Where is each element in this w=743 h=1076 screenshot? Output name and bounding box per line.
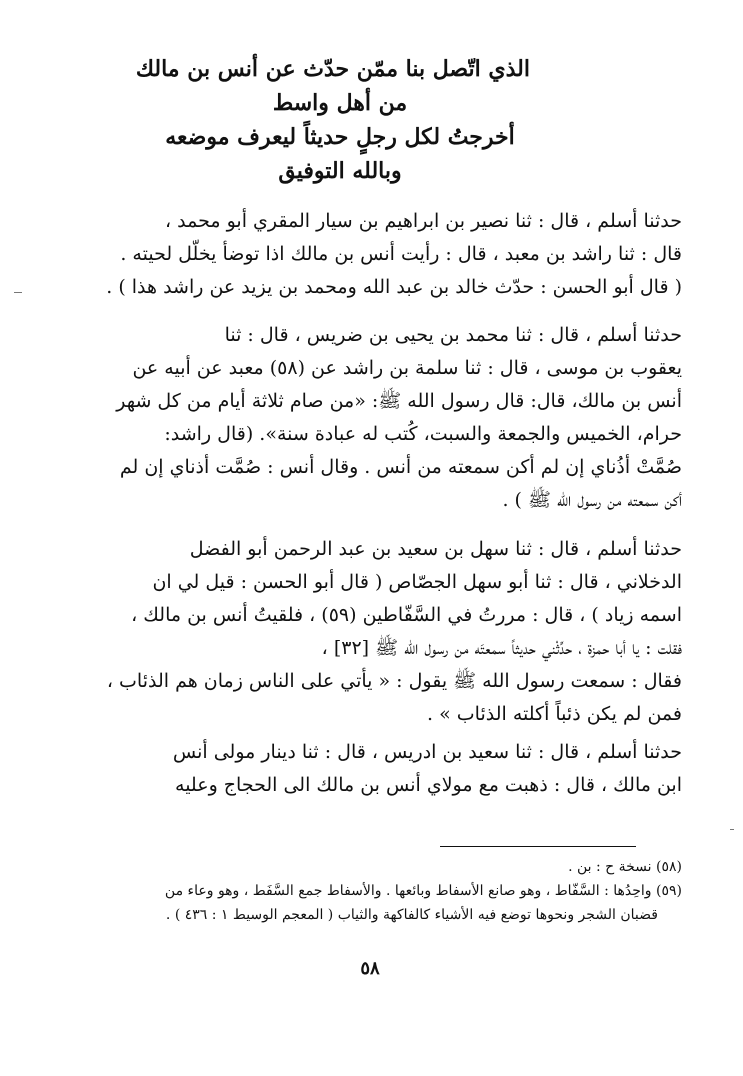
heading-line: أخرجتُ لكل رجلٍ حديثاً ليعرف موضعه [165,124,515,150]
text-line: اسمه زياد ) ، قال : مررتُ في السَّفّاطين (٥٩) ، فلقيتُ أنس بن مالك ، [131,604,682,626]
text-line: الدخلاني ، قال : ثنا أبو سهل الجصّاص ( قال أبو الحسن : قيل لي ان [152,571,682,593]
chapter-heading [135,52,530,188]
hadith-paragraph-4 [72,736,682,802]
text-line: أنس بن مالك، قال: قال رسول الله ﷺ: «من صام ثلاثة أيام من كل شهر [116,390,682,412]
text-line: حدثنا أسلم ، قال : ثنا نصير بن ابراهيم بن سيار المقري أبو محمد ، [165,210,682,232]
text-line: فقال : سمعت رسول الله ﷺ يقول : « يأتي على الناس زمان هم الذئاب ، [106,670,682,692]
page-number: ٥٨ [360,958,380,979]
hadith-paragraph-2 [72,319,682,517]
text-line: حدثنا أسلم ، قال : ثنا سعيد بن ادريس ، قال : ثنا دينار مولى أنس [172,741,682,763]
text-line: ( قال أبو الحسن : حدّث خالد بن عبد الله ومحمد بن يزيد عن راشد هذا ) . [106,276,682,298]
footnote-59-continued: قضبان الشجر ونحوها توضع فيه الأشياء كالفاكهة والثياب ( المعجم الوسيط ١ : ٤٣٦ ) . [165,907,658,923]
text-line: أكن سمعته من رسول الله ﷺ ) . [502,489,682,511]
footnote-58: (٥٨) نسخة ح : بن . [568,859,682,875]
footnote-59: (٥٩) واحِدُها : السَّفّاط ، وهو صانع الأسفاط وبائعها . والأسفاط جمع السَّفَط ، وهو وعاء من [164,883,682,899]
margin-mark [730,829,734,830]
text-line: فقلت : يا أبا حمزة ، حدِّثْني حديثاً سمعتَه من رسول الله ﷺ [٣٢] ، [321,637,682,659]
heading-line: وبالله التوفيق [278,158,402,184]
footnote-divider [440,846,636,847]
text-line: قال : ثنا راشد بن معبد ، قال : رأيت أنس بن مالك اذا توضأ يخلّل لحيته . [120,243,682,265]
hadith-paragraph-3 [72,533,682,731]
text-line: فمن لم يكن ذئباً أكلته الذئاب » . [427,703,682,725]
hadith-paragraph-1 [72,205,682,304]
text-line: حرام، الخميس والجمعة والسبت، كُتب له عبادة سنة». (قال راشد: [164,423,682,445]
text-line: يعقوب بن موسى ، قال : ثنا سلمة بن راشد عن (٥٨) معبد عن أبيه عن [132,357,682,379]
margin-mark [14,292,22,293]
heading-line: الذي اتّصل بنا ممّن حدّث عن أنس بن مالك [135,56,530,82]
text-line: حدثنا أسلم ، قال : ثنا سهل بن سعيد بن عبد الرحمن أبو الفضل [189,538,682,560]
text-line: ابن مالك ، قال : ذهبت مع مولاي أنس بن مالك الى الحجاج وعليه [175,774,682,796]
text-line: صُمَّتْ أذُناي إن لم أكن سمعته من أنس . وقال أنس : صُمَّت أذناي إن لم [119,456,682,478]
heading-line: من أهل واسط [272,90,408,116]
footnotes [82,855,682,927]
text-line: حدثنا أسلم ، قال : ثنا محمد بن يحيى بن ضريس ، قال : ثنا [224,324,682,346]
